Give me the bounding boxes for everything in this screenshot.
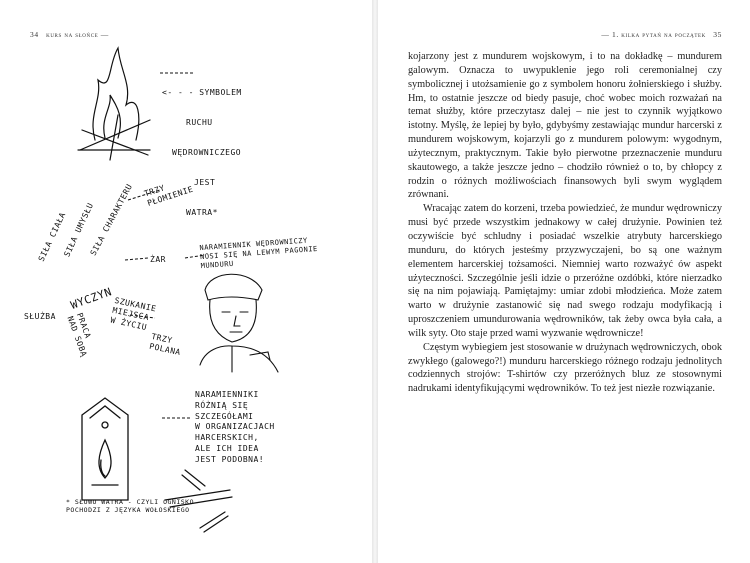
scout-portrait-drawing	[200, 274, 278, 372]
shoulder-patch-drawing	[82, 398, 128, 500]
fire-caption	[162, 68, 242, 238]
fire-caption-line: WATRA*	[186, 208, 218, 217]
right-running-header: — 1. kilka pytań na początek 35	[601, 30, 722, 39]
right-header-title: 1. kilka pytań na początek	[611, 30, 706, 39]
label-sila-charakteru: SIŁA CHARAKTERU	[88, 182, 135, 258]
right-page	[378, 0, 750, 563]
body-text	[408, 50, 722, 396]
label-trzy-polana: TRZY POLANA	[148, 331, 182, 358]
label-trzy-plomienie: TRZY PŁOMIENIE	[143, 183, 195, 208]
fire-caption-line: WĘDROWNICZEGO	[172, 148, 242, 157]
footnote: * SŁOWO WATRA - CZYLI OGNISKO POCHODZI Z JĘZYKA WOŁOSKIEGO	[66, 498, 194, 515]
label-sila-umyslu: SIŁA UMYSŁU	[62, 201, 96, 259]
label-zar: ŻAR	[150, 255, 166, 264]
left-page-number: 34	[30, 30, 39, 39]
right-page-number: 35	[713, 30, 722, 39]
paragraph: Częstym wybiegiem jest stosowanie w drużynach wędrowniczych, obok zwykłego (galowego?!) munduru harcerskiego różnego rodzaju jednolitych codziennych strojów: T-shirtów czy przeróżnych bluz ze stosownymi nadrukami identyfikującymi wędrowników. To też jest niezłe rozwiązanie.	[408, 341, 722, 395]
patch-caption: NARAMIENNIKI RÓŻNIĄ SIĘ SZCZEGÓŁAMI W ORGANIZACJACH HARCERSKICH, ALE ICH IDEA JEST PODOBNA!	[195, 390, 275, 464]
label-szukanie: SZUKANIE MIEJSCA W ŻYCIU	[109, 295, 158, 333]
paragraph: Wracając zatem do korzeni, trzeba powiedzieć, że mundur wędrowniczy musi być przede wszystkim jednakowy w całej drużynie. Powinien też oczywiście być schludny i posiadać wszelkie atrybuty harcerskiego munduru, do których jesteśmy przyzwyczajeni, bo są one ważnym elementem harcerskiej tożsamości. Niemniej warto rozważyć ów aspekt użyteczności. Szczególnie jeśli idzie o przeróżne ozdóbki, które nierzadko się na nim pojawiają. Pamiętajmy: umiar zdobi młodzieńca. Może zatem warto w drużynie zastanowić się nad swego rodzaju modyfikacją i uproszczeniem umundurowania wędrowników, tak żeby owca była cała, a wilk syty. Oto staje przed wami wyzwanie wędrownicze!	[408, 203, 722, 339]
paragraph: kojarzony jest z mundurem wojskowym, i to na dokładkę – mundurem galowym. Oznacza to uwypuklenie jego roli ceremonialnej czy symbolicznej i utożsamienie go z symbolem honoru żołnierskiego i służby. Hm, to ostatnie jeszcze od biedy pasuje, choć wobec moich rozważań na temat służby, które przeczytasz dalej – nie jest to czynnik wyjątkowo istotny. Myślę, że lepiej by było, gdybyśmy zestawiając mundur harcerski z mundurem wojskowym, kojarzyli go z mundurem polowym: wygodnym, użytecznym, praktycznym. Takie było pierwotne przeznaczenie munduru skautowego, a także jeszcze jedno – chodziło również o to, by chłopcy z rodzin o różnych możliwościach finansowych byli swym wyglądem zrównani.	[408, 51, 722, 201]
label-praca-nad-soba: PRACA NAD SOBĄ	[65, 311, 93, 359]
left-running-header: 34 kurs na słońce —	[30, 30, 109, 39]
fire-caption-line: RUCHU	[186, 118, 213, 127]
left-page	[0, 0, 372, 563]
scout-caption: NARAMIENNIK WĘDROWNICZY NOSI SIĘ NA LEWYM PAGONIE MUNDURU	[199, 236, 318, 270]
campfire-drawing	[78, 48, 150, 160]
label-wyczyn: WYCZYN	[68, 285, 114, 312]
label-sluzba: SŁUŻBA	[24, 312, 56, 321]
label-sila-ciala: SIŁA CIAŁA	[36, 210, 68, 263]
left-header-title: kurs na słońce	[46, 30, 99, 39]
fire-caption-line: JEST	[194, 178, 216, 187]
fire-caption-line: <- - - SYMBOLEM	[162, 88, 242, 97]
